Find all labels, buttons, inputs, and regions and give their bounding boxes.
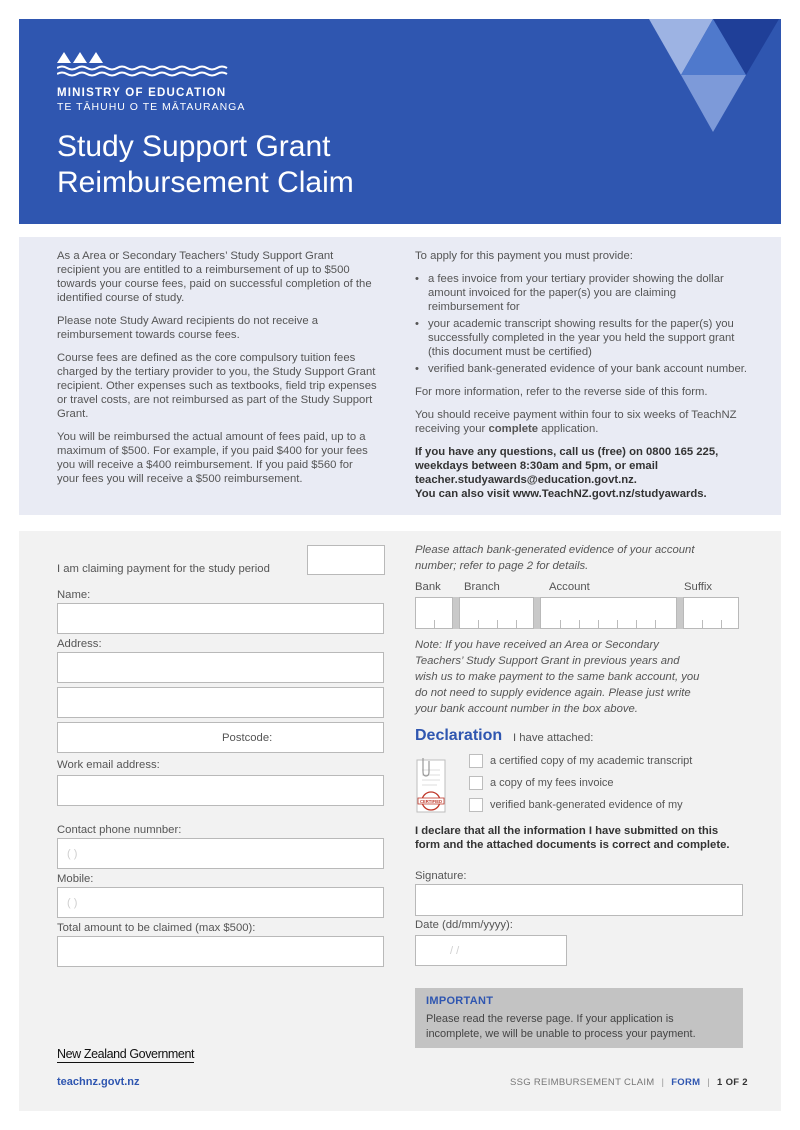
certified-stamp-text: CERTIFIED: [419, 798, 443, 804]
declaration-attached-label: I have attached:: [513, 732, 594, 744]
more-info-text: For more information, refer to the reverse side of this form.: [415, 386, 708, 398]
study-period-input[interactable]: [307, 545, 385, 575]
date-placeholder: / /: [450, 945, 460, 957]
info-paragraph: Please note Study Award recipients do not receive a reimbursement towards course fees.: [57, 315, 319, 341]
requirements-intro: To apply for this payment you must provide:: [415, 250, 633, 262]
declaration-heading: Declaration: [415, 727, 503, 744]
ministry-name: MINISTRY OF EDUCATION: [57, 87, 227, 99]
bank-number-input[interactable]: [415, 597, 453, 629]
checkbox-bank-evidence[interactable]: [469, 798, 483, 812]
checkbox-transcript-label: a certified copy of my academic transcript: [490, 755, 693, 767]
name-label: Name:: [57, 589, 91, 601]
bank-column-label: Bank: [415, 581, 441, 593]
list-item: • your academic transcript showing results for the paper(s) you successfully completed in the year you held the support grant (this document must be certified): [415, 317, 750, 359]
important-notice: [415, 988, 743, 1048]
mobile-label: Mobile:: [57, 873, 94, 885]
footer-page-number: 1 OF 2: [717, 1077, 748, 1088]
study-period-label: I am claiming payment for the study period: [57, 563, 270, 575]
important-text: Please read the reverse page. If your application is incomplete, we will be unable to process your payment.: [426, 1013, 696, 1040]
phone-input[interactable]: [57, 838, 384, 869]
total-label: Total amount to be claimed (max $500):: [57, 922, 256, 934]
address-label: Address:: [57, 638, 102, 650]
contact-email: teacher.studyawards@education.govt.nz.: [415, 474, 637, 486]
footer-form-name: SSG REIMBURSEMENT CLAIM: [510, 1077, 655, 1088]
header-banner: [19, 19, 781, 224]
title-line-1: Study Support Grant: [57, 130, 331, 163]
account-column-label: Account: [549, 581, 590, 593]
certified-document-icon: [415, 756, 449, 814]
title-line-2: Reimbursement Claim: [57, 166, 354, 199]
nz-government-logo: New Zealand Government: [57, 1047, 195, 1061]
checkbox-fees-invoice[interactable]: [469, 776, 483, 790]
declaration-statement: I declare that all the information I have submitted on this form and the attached documents is correct and complete.: [415, 825, 730, 851]
list-item: • a fees invoice from your tertiary provider showing the dollar amount invoiced for the paper(s) you are claiming reimbursement for: [415, 272, 750, 314]
info-section: [19, 237, 781, 515]
payment-text: You should receive payment within four to six weeks of TeachNZ receiving your complete application.: [415, 409, 737, 435]
address-input-line-2[interactable]: [57, 687, 384, 718]
decorative-triangles-icon: [649, 19, 781, 134]
bank-instructions: Please attach bank-generated evidence of your account number; refer to page 2 for details.: [415, 544, 695, 572]
info-paragraph: Course fees are defined as the core compulsory tuition fees charged by the tertiary provider to you, the Study Support Grant recipient. Other expenses such as textbooks, field trip expenses or travel costs, are not reimbursed as part of the Study Support Grant.: [57, 352, 377, 420]
footer-form-tag: FORM: [671, 1077, 701, 1088]
phone-label: Contact phone numnber:: [57, 824, 182, 836]
branch-column-label: Branch: [464, 581, 500, 593]
important-heading: IMPORTANT: [426, 995, 494, 1007]
account-number-input[interactable]: [540, 597, 677, 629]
mobile-placeholder: ( ): [67, 897, 78, 909]
bank-note: Note: If you have received an Area or Secondary Teachers’ Study Support Grant in previous years and wish us to make payment to the same bank account, you do not need to supply evidence again. Please just write your bank account number in the box above.: [415, 639, 700, 715]
payment-bold: complete: [488, 423, 539, 435]
info-paragraph: As a Area or Secondary Teachers’ Study Support Grant recipient you are entitled to a reimbursement of up to $500 towards your course fees, paid on successful completion of the identified course of study.: [57, 250, 372, 304]
info-right-column: [415, 249, 750, 501]
checkbox-fees-invoice-label: a copy of my fees invoice: [490, 777, 614, 789]
contact-info: If you have any questions, call us (free) on 0800 165 225, weekdays between 8:30am and 5pm, or email teacher.studyawards@education.govt.nz. You can also visit www.TeachNZ.govt.nz/studyawards.: [415, 445, 750, 501]
branch-number-input[interactable]: [459, 597, 534, 629]
info-left-column: [57, 249, 377, 495]
address-input-line-3[interactable]: [57, 722, 384, 753]
total-amount-input[interactable]: [57, 936, 384, 967]
checkbox-bank-evidence-label: verified bank-generated evidence of my: [490, 799, 683, 811]
suffix-number-input[interactable]: [683, 597, 739, 629]
email-label: Work email address:: [57, 759, 160, 771]
info-paragraph: You will be reimbursed the actual amount of fees paid, up to a maximum of $500. For example, if you paid $400 for your fees you will receive a $400 reimbursement. If you paid $560 for your fees you will receive a $500 reimbursement.: [57, 431, 368, 485]
page-title: [57, 129, 354, 201]
signature-input[interactable]: [415, 884, 743, 916]
checkbox-transcript[interactable]: [469, 754, 483, 768]
email-input[interactable]: [57, 775, 384, 806]
ministry-logo-icon: [57, 49, 229, 83]
postcode-label: Postcode:: [222, 732, 273, 744]
requirements-list: [415, 272, 750, 376]
contact-website: You can also visit www.TeachNZ.govt.nz/studyawards.: [415, 488, 707, 500]
list-item: • verified bank-generated evidence of your bank account number.: [415, 362, 750, 376]
footer-form-info: SSG REIMBURSEMENT CLAIM | FORM | 1 OF 2: [510, 1077, 748, 1088]
suffix-column-label: Suffix: [684, 581, 713, 593]
signature-label: Signature:: [415, 870, 467, 882]
website-link[interactable]: teachnz.govt.nz: [57, 1076, 140, 1088]
mobile-input[interactable]: [57, 887, 384, 918]
name-input[interactable]: [57, 603, 384, 634]
address-input-line-1[interactable]: [57, 652, 384, 683]
date-input[interactable]: [415, 935, 567, 966]
phone-placeholder: ( ): [67, 848, 78, 860]
date-label: Date (dd/mm/yyyy):: [415, 919, 513, 931]
government-underline: [57, 1062, 194, 1063]
ministry-maori-name: TE TĀHUHU O TE MĀTAURANGA: [57, 101, 246, 113]
